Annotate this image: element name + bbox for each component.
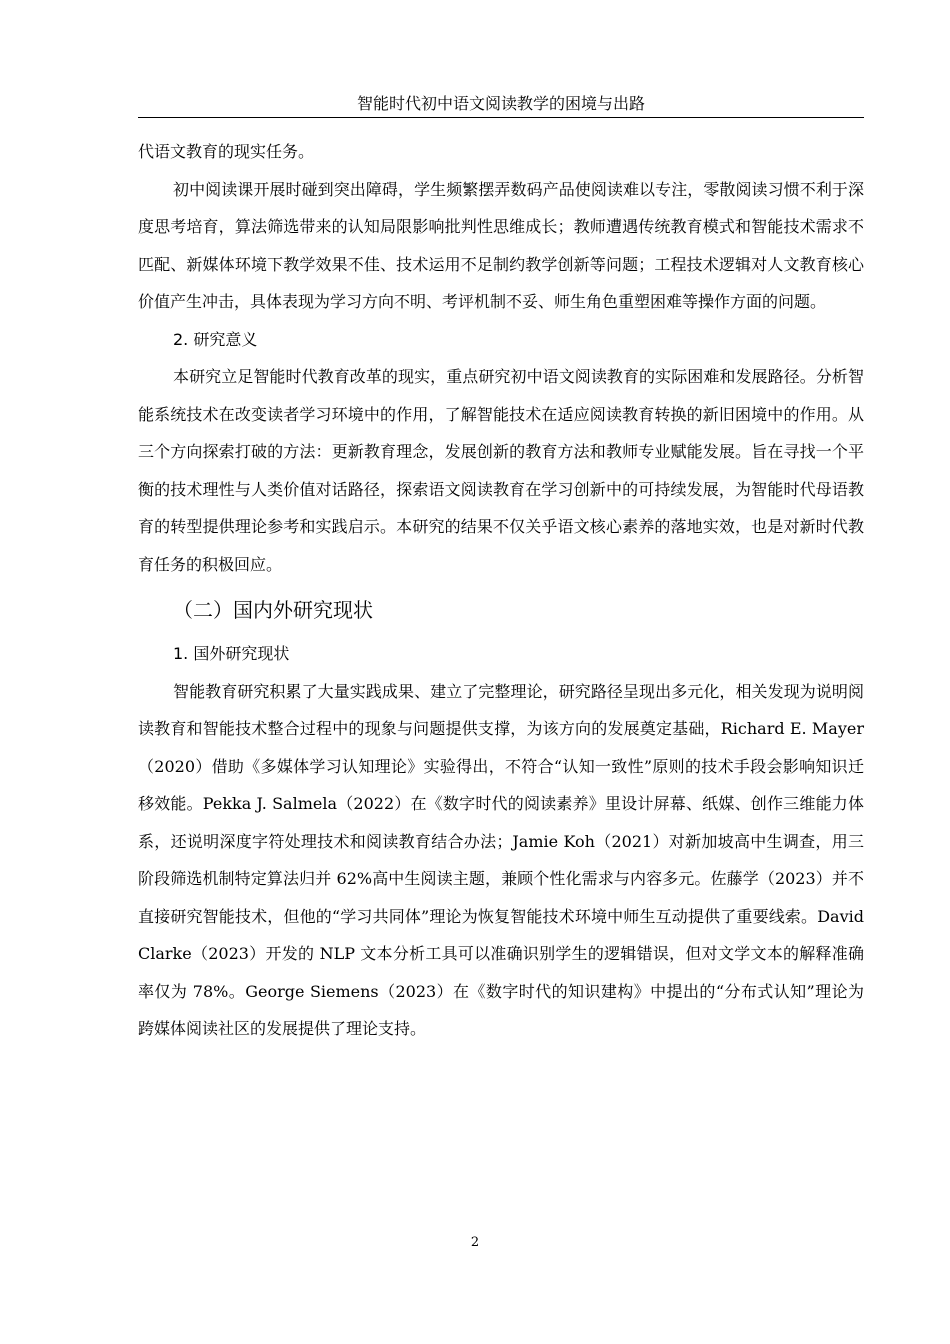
document-body: [138, 133, 864, 1048]
header-divider: [138, 117, 864, 118]
paragraph-significance: 本研究立足智能时代教育改革的现实，重点研究初中语文阅读教育的实际困难和发展路径。分析智能系统技术在改变读者学习环境中的作用，了解智能技术在适应阅读教育转换的新旧困境中的作用。从三个方向探索打破的方法：更新教育理念，发展创新的教育方法和教师专业赋能发展。旨在寻找一个平衡的技术理性与人类价值对话路径，探索语文阅读教育在学习创新中的可持续发展，为智能时代母语教育的转型提供理论参考和实践启示。本研究的结果不仅关乎语文核心素养的落地实效，也是对新时代教育任务的积极回应。: [138, 367, 864, 574]
section-heading-research-status: （二）国内外研究现状: [173, 598, 373, 622]
section-heading-significance: 2. 研究意义: [173, 329, 258, 349]
paragraph-difficulties: 初中阅读课开展时碰到突出障碍，学生频繁摆弄数码产品使阅读难以专注，零散阅读习惯不利于深度思考培育，算法筛选带来的认知局限影响批判性思维成长；教师遭遇传统教育模式和智能技术需求不匹配、新媒体环境下教学效果不佳、技术运用不足制约教学创新等问题；工程技术逻辑对人文教育核心价值产生冲击，具体表现为学习方向不明、考评机制不妥、师生角色重塑困难等操作方面的问题。: [138, 179, 864, 311]
section-heading-foreign-research: 1. 国外研究现状: [173, 644, 290, 663]
running-header: 智能时代初中语文阅读教学的困境与出路: [356, 94, 645, 113]
page-number: 2: [470, 1235, 480, 1250]
paragraph-foreign-research: 智能教育研究积累了大量实践成果、建立了完整理论，研究路径呈现出多元化，相关发现为说明阅读教育和智能技术整合过程中的现象与问题提供支撑，为该方向的发展奠定基础，Richard E. Mayer（2020）借助《多媒体学习认知理论》实验得出，不符合“认知一致性”原则的技术手段会影响知识迁移效能。Pekka J. Salmela（2022）在《数字时代的阅读素养》里设计屏幕、纸媒、创作三维能力体系，还说明深度字符处理技术和阅读教育结合办法；Jamie Koh（2021）对新加坡高中生调查，用三阶段筛选机制特定算法归并 62%高中生阅读主题，兼顾个性化需求与内容多元。佐藤学（2023）并不直接研究智能技术，但他的“学习共同体”理论为恢复智能技术环境中师生互动提供了重要线索。David Clarke（2023）开发的 NLP 文本分析工具可以准确识别学生的逻辑错误，但对文学文本的解释准确率仅为 78%。George Siemens（2023）在《数字时代的知识建构》中提出的“分布式认知”理论为跨媒体阅读社区的发展提供了理论支持。: [138, 681, 864, 1038]
paragraph-continued: 代语文教育的现实任务。: [138, 142, 315, 161]
